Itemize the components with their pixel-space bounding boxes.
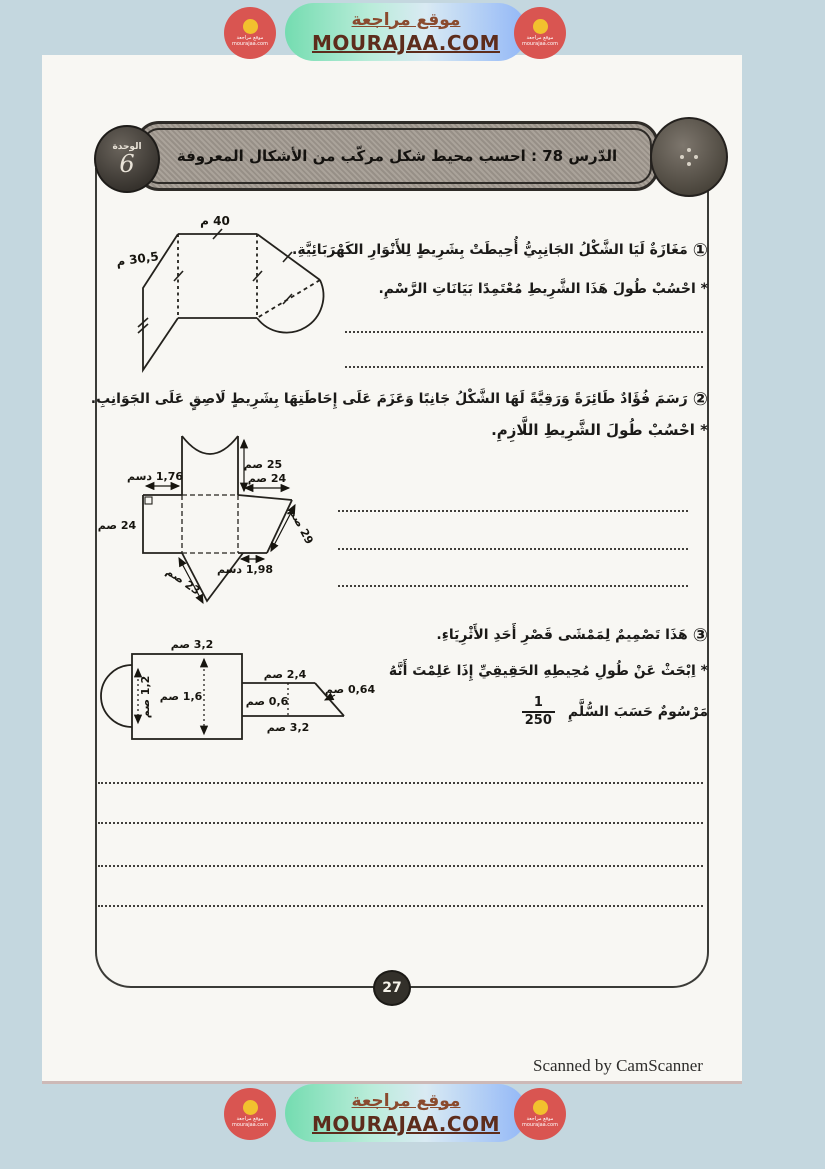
logo-book-icon: [533, 19, 548, 34]
logo-text-url: mourajaa.com: [521, 41, 558, 47]
logo-text-ar: موقع مراجعة: [236, 1116, 264, 1122]
figure3-mid-height-label: 1,6 صم: [159, 690, 203, 703]
answer-line: [338, 510, 688, 512]
scanner-credit: Scanned by CamScanner: [533, 1056, 703, 1075]
site-logo-bottom-right[interactable]: [514, 1088, 566, 1140]
scale-fraction: [522, 695, 555, 730]
exercise3-scale-row: [380, 695, 708, 730]
page-number-badge: [373, 970, 411, 1006]
hidden-square-edges: [182, 495, 238, 553]
logo-book-icon: [243, 1100, 258, 1115]
answer-line: [98, 905, 703, 907]
page-number: 27: [382, 980, 402, 996]
medallion-dots-icon: [680, 148, 698, 166]
exercise2-statement: رَسَمَ فُؤَادٌ طَائِرَةً وَرَقِيَّةً لَهَا الشَّكْلُ جَانِبًا وَعَزَمَ عَلَى إِحَاطَتِهَا بِشَرِيطٍ لَاصِقٍ عَلَى الجَوَانِبِ.: [90, 391, 688, 407]
exercise1-statement-row: [292, 240, 708, 261]
exercise3-number-icon: ③: [692, 625, 708, 646]
answer-line: [98, 782, 703, 784]
exercise3-task-line1: * اِبْحَثْ عَنْ طُولِ مُحِيطِهِ الحَقِيقِيِّ إِذَا عَلِمْتَ أَنَّهُ: [388, 663, 708, 679]
exercise1-statement: مَغَازَةٌ لَيَا الشَّكْلُ الجَانِبِيُّ أُحِيطَتْ بِشَرِيطٍ لِلأَنْوَارِ الكَهْرَبَائِيَّةِ.: [292, 242, 688, 258]
figure-walkway-design: [92, 633, 377, 763]
figure2-arm-top-label: 24 صم: [247, 472, 287, 485]
exercise3-statement-row: [375, 627, 708, 645]
answer-line: [338, 585, 688, 587]
figure3-bar-bottom-label: 3,2 صم: [266, 721, 310, 734]
answer-line: [345, 366, 703, 368]
unit-badge-number: 6: [119, 150, 135, 178]
scale-numerator: 1: [533, 695, 543, 710]
logo-text-url: mourajaa.com: [521, 1122, 558, 1128]
exercise3-task-line2: مَرْسُومٌ حَسَبَ السُّلَّمِ: [567, 704, 708, 721]
site-logo-top-left[interactable]: [224, 7, 276, 59]
exercise1-number-icon: ①: [692, 240, 708, 261]
figure3-bar-mid-label: 0,6 صم: [245, 695, 289, 708]
figure1-top-length-label: 40 م: [200, 214, 230, 228]
figure-store-shape: [112, 205, 362, 380]
site-title-arabic: موقع مراجعة: [351, 1090, 461, 1111]
figure3-top-label: 3,2 صم: [170, 638, 214, 651]
answer-line: [338, 548, 688, 550]
logo-text-ar: موقع مراجعة: [236, 35, 264, 41]
lesson-title-banner: [135, 121, 659, 191]
exercise1-task: * احْسُبْ طُولَ هَذَا الشَّرِيطِ مُعْتَمِدًا بَيَانَاتِ الرَّسْمِ.: [378, 281, 708, 297]
logo-book-icon: [243, 19, 258, 34]
figure3-left-height-label: 1,2 صم: [139, 675, 152, 719]
logo-text-url: mourajaa.com: [231, 1122, 268, 1128]
exercise2-statement-row: [90, 389, 708, 410]
unit-number-badge: [94, 125, 160, 193]
figure2-left-side-label: 24 صم: [97, 519, 137, 532]
figure-kite-shape: [95, 428, 350, 618]
figure2-arm-bottom-label: 1,98 دسم: [216, 563, 274, 576]
site-url[interactable]: MOURAJAA.COM: [312, 1111, 500, 1136]
site-logo-bottom-left[interactable]: [224, 1088, 276, 1140]
figure2-neck-height-label: 25 صم: [243, 458, 283, 471]
scale-denominator: 250: [522, 711, 555, 729]
answer-line: [98, 822, 703, 824]
figure3-tip-label: 0,64 صم: [324, 683, 376, 696]
figure2-tail-slant-label: 23 صم: [163, 564, 203, 598]
site-logo-top-right[interactable]: [514, 7, 566, 59]
site-title-arabic: موقع مراجعة: [351, 9, 461, 30]
exercise3-task-row: [380, 663, 708, 679]
site-banner-top[interactable]: [285, 3, 527, 61]
figure2-top-left-width-label: 1,76 دسم: [126, 470, 184, 483]
exercise2-task-row: [352, 421, 708, 439]
exercise3-statement: هَذَا تَصْمِيمٌ لِمَمْشَى قَصْرِ أَحَدِ الأَثْرِيَاءِ.: [436, 627, 688, 643]
site-url[interactable]: MOURAJAA.COM: [312, 30, 500, 55]
lesson-title: الدّرس 78 : احسب محيط شكل مركّب من الأشكال المعروفة: [176, 147, 618, 165]
exercise2-number-icon: ②: [692, 389, 708, 410]
logo-text-ar: موقع مراجعة: [526, 1116, 554, 1122]
logo-text-ar: موقع مراجعة: [526, 35, 554, 41]
logo-text-url: mourajaa.com: [231, 41, 268, 47]
figure3-bar-top-label: 2,4 صم: [263, 668, 307, 681]
logo-book-icon: [533, 1100, 548, 1115]
figure2-arm-slant-label: 29 صم: [286, 506, 316, 547]
answer-line: [98, 865, 703, 867]
exercise2-task: * احْسُبْ طُولَ الشَّرِيطِ اللَّازِمِ.: [491, 421, 708, 439]
site-banner-bottom[interactable]: [285, 1084, 527, 1142]
figure1-slant-length-label: 30,5 م: [115, 249, 160, 269]
unit-badge-label: الوحدة: [112, 142, 142, 152]
answer-line: [345, 331, 703, 333]
exercise1-task-row: [352, 281, 708, 297]
ornament-medallion: [650, 117, 728, 197]
